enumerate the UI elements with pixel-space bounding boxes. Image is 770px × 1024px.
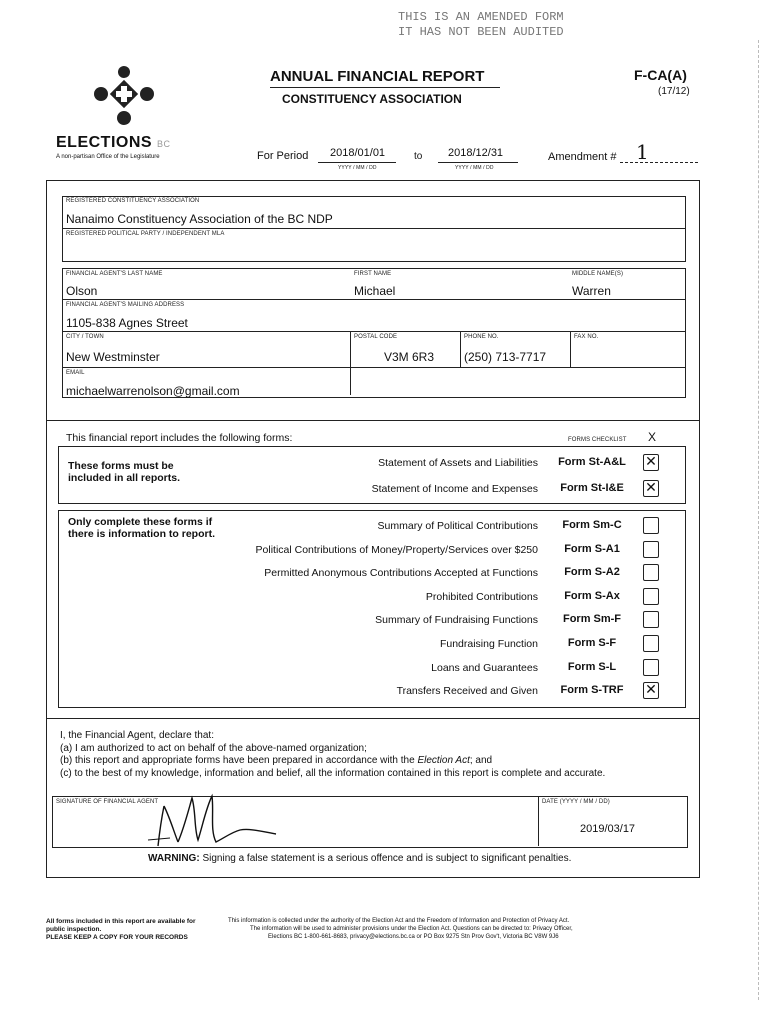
elections-bc-logo-icon: [88, 62, 160, 128]
declaration-b-pre: (b) this report and appropriate forms have been prepared in accordance with the: [60, 755, 418, 766]
association-box: [62, 196, 686, 262]
address-value[interactable]: 1105-838 Agnes Street: [66, 316, 188, 330]
footer-left-1: All forms included in this report are available for public inspection.: [46, 918, 196, 933]
form-checkbox[interactable]: [643, 517, 659, 534]
declaration-intro: I, the Financial Agent, declare that:: [60, 730, 214, 741]
required-note: These forms must be included in all reports.: [68, 460, 181, 484]
period-from-format: YYYY / MM / DD: [338, 165, 377, 171]
warning-label: WARNING:: [148, 853, 200, 864]
phone-label: PHONE NO.: [464, 334, 499, 340]
form-description: Summary of Fundraising Functions: [375, 614, 538, 627]
agent-divider-2: [62, 331, 685, 332]
title-underline: [270, 87, 500, 88]
period-to-label: to: [414, 151, 423, 162]
form-checkbox[interactable]: ✕: [643, 682, 659, 699]
declaration-b-act: Election Act: [417, 755, 470, 766]
form-code: Form St-A&L: [558, 456, 626, 468]
agent-divider-1: [62, 299, 685, 300]
form-description: Permitted Anonymous Contributions Accepted at Functions: [264, 567, 538, 580]
logo-wordmark: [56, 134, 171, 152]
address-label: FINANCIAL AGENT'S MAILING ADDRESS: [66, 302, 185, 308]
fax-divider: [570, 331, 571, 367]
declaration-b-post: ; and: [469, 755, 493, 766]
form-checkbox[interactable]: ✕: [643, 480, 659, 497]
city-value[interactable]: New Westminster: [66, 350, 160, 364]
form-code: Form Sm-C: [562, 519, 622, 531]
association-divider: [62, 228, 685, 229]
postal-value[interactable]: V3M 6R3: [384, 350, 435, 364]
forms-checklist-mark: X: [648, 430, 657, 444]
form-code: Form S-A2: [564, 566, 620, 579]
association-value[interactable]: Nanaimo Constituency Association of the BC NDP: [66, 212, 333, 226]
form-description: Fundraising Function: [439, 638, 538, 650]
form-checkbox[interactable]: [643, 659, 659, 676]
forms-checklist-label: FORMS CHECKLIST: [568, 437, 627, 443]
logo-suffix: BC: [157, 139, 171, 149]
declaration-top-rule: [46, 718, 699, 719]
form-code: Form S-Ax: [564, 589, 620, 602]
report-subtitle: CONSTITUENCY ASSOCIATION: [282, 92, 462, 106]
form-code: Form S-A1: [564, 542, 620, 555]
form-code: Form St-I&E: [560, 482, 624, 494]
declaration-a: (a) I am authorized to act on behalf of the above-named organization;: [60, 742, 367, 754]
fax-label: FAX NO.: [574, 334, 599, 340]
report-title: ANNUAL FINANCIAL REPORT: [270, 68, 485, 85]
form-code: Form S-F: [567, 637, 617, 649]
period-from-line: [318, 162, 396, 163]
amended-stamp-line1: THIS IS AN AMENDED FORM: [398, 10, 564, 24]
forms-top-rule: [46, 420, 699, 421]
agent-divider-3: [62, 367, 685, 368]
first-name-label: FIRST NAME: [354, 271, 392, 277]
form-description: Statement of Income and Expenses: [371, 483, 538, 495]
logo-tagline: A non-partisan Office of the Legislature: [56, 154, 160, 160]
date-divider: [538, 796, 539, 846]
period-from[interactable]: 2018/01/01: [330, 147, 386, 159]
form-checkbox[interactable]: [643, 635, 659, 652]
postal-divider: [350, 331, 351, 395]
form-description: Summary of Political Contributions: [377, 520, 538, 532]
declaration-c: (c) to the best of my knowledge, information and belief, all the information contained in this report is complete and accurate.: [60, 767, 606, 779]
form-description: Statement of Assets and Liabilities: [378, 457, 538, 469]
form-code: F-CA(A): [634, 67, 687, 83]
form-checkbox[interactable]: ✕: [643, 454, 659, 471]
logo-name: ELECTIONS: [56, 134, 153, 151]
footer-right-3: Elections BC 1-800-661-8683, privacy@elections.bc.ca or PO Box 9275 Stn Prov Gov't, Victoria BC V8W 9J6: [268, 934, 559, 940]
phone-value[interactable]: (250) 713-7717: [464, 350, 547, 364]
form-description: Transfers Received and Given: [396, 685, 538, 698]
party-label: REGISTERED POLITICAL PARTY / INDEPENDENT MLA: [66, 231, 225, 237]
form-code: Form S-TRF: [560, 684, 624, 697]
form-description: Political Contributions of Money/Property/Services over $250: [255, 543, 538, 556]
form-description: Prohibited Contributions: [425, 590, 538, 603]
form-checkbox[interactable]: [643, 564, 659, 581]
middle-name-label: MIDDLE NAME(S): [572, 271, 624, 277]
signature-label: SIGNATURE OF FINANCIAL AGENT: [56, 799, 159, 805]
declaration-block: [60, 730, 605, 780]
period-label: For Period: [257, 150, 309, 162]
form-checkbox[interactable]: [643, 588, 659, 605]
footer-right-1: This information is collected under the authority of the Election Act and the Freedom of Information and Protection of Privacy Act.: [228, 918, 570, 924]
amendment-line: [620, 162, 698, 163]
last-name-value[interactable]: Olson: [66, 284, 98, 298]
middle-name-value[interactable]: Warren: [572, 284, 611, 298]
signature-date-label: DATE (YYYY / MM / DD): [542, 799, 610, 805]
city-label: CITY / TOWN: [66, 334, 104, 340]
optional-note: Only complete these forms if there is information to report.: [68, 516, 216, 540]
amended-stamp-line2: IT HAS NOT BEEN AUDITED: [398, 25, 564, 39]
period-to-format: YYYY / MM / DD: [455, 165, 494, 171]
first-name-value[interactable]: Michael: [354, 284, 396, 298]
scan-edge: [758, 40, 759, 1000]
email-value[interactable]: michaelwarrenolson@gmail.com: [66, 384, 240, 398]
declaration-b: [60, 755, 605, 768]
forms-intro: This financial report includes the following forms:: [66, 432, 293, 444]
form-code: Form Sm-F: [562, 613, 622, 626]
footer-right-2: The information will be used to administer provisions under the Election Act. Questions can be directed to: Privacy Officer,: [250, 926, 573, 932]
phone-divider: [460, 331, 461, 367]
form-checkbox[interactable]: [643, 541, 659, 558]
email-label: EMAIL: [66, 370, 85, 376]
last-name-label: FINANCIAL AGENT'S LAST NAME: [66, 271, 163, 277]
signature-date[interactable]: 2019/03/17: [580, 823, 636, 835]
footer-left-2: PLEASE KEEP A COPY FOR YOUR RECORDS: [46, 934, 188, 941]
agent-signature[interactable]: [140, 788, 280, 850]
amendment-value[interactable]: 1: [636, 140, 649, 164]
warning-text: Signing a false statement is a serious offence and is subject to significant penalties.: [202, 853, 572, 864]
form-version: (17/12): [658, 86, 690, 97]
association-label: REGISTERED CONSTITUENCY ASSOCIATION: [66, 198, 200, 204]
warning-line: [148, 853, 571, 864]
period-to[interactable]: 2018/12/31: [448, 147, 504, 159]
form-code: Form S-L: [567, 660, 617, 673]
form-description: Loans and Guarantees: [431, 661, 538, 674]
postal-label: POSTAL CODE: [354, 334, 398, 340]
period-to-line: [438, 162, 518, 163]
amendment-label: Amendment #: [548, 151, 617, 163]
form-checkbox[interactable]: [643, 611, 659, 628]
